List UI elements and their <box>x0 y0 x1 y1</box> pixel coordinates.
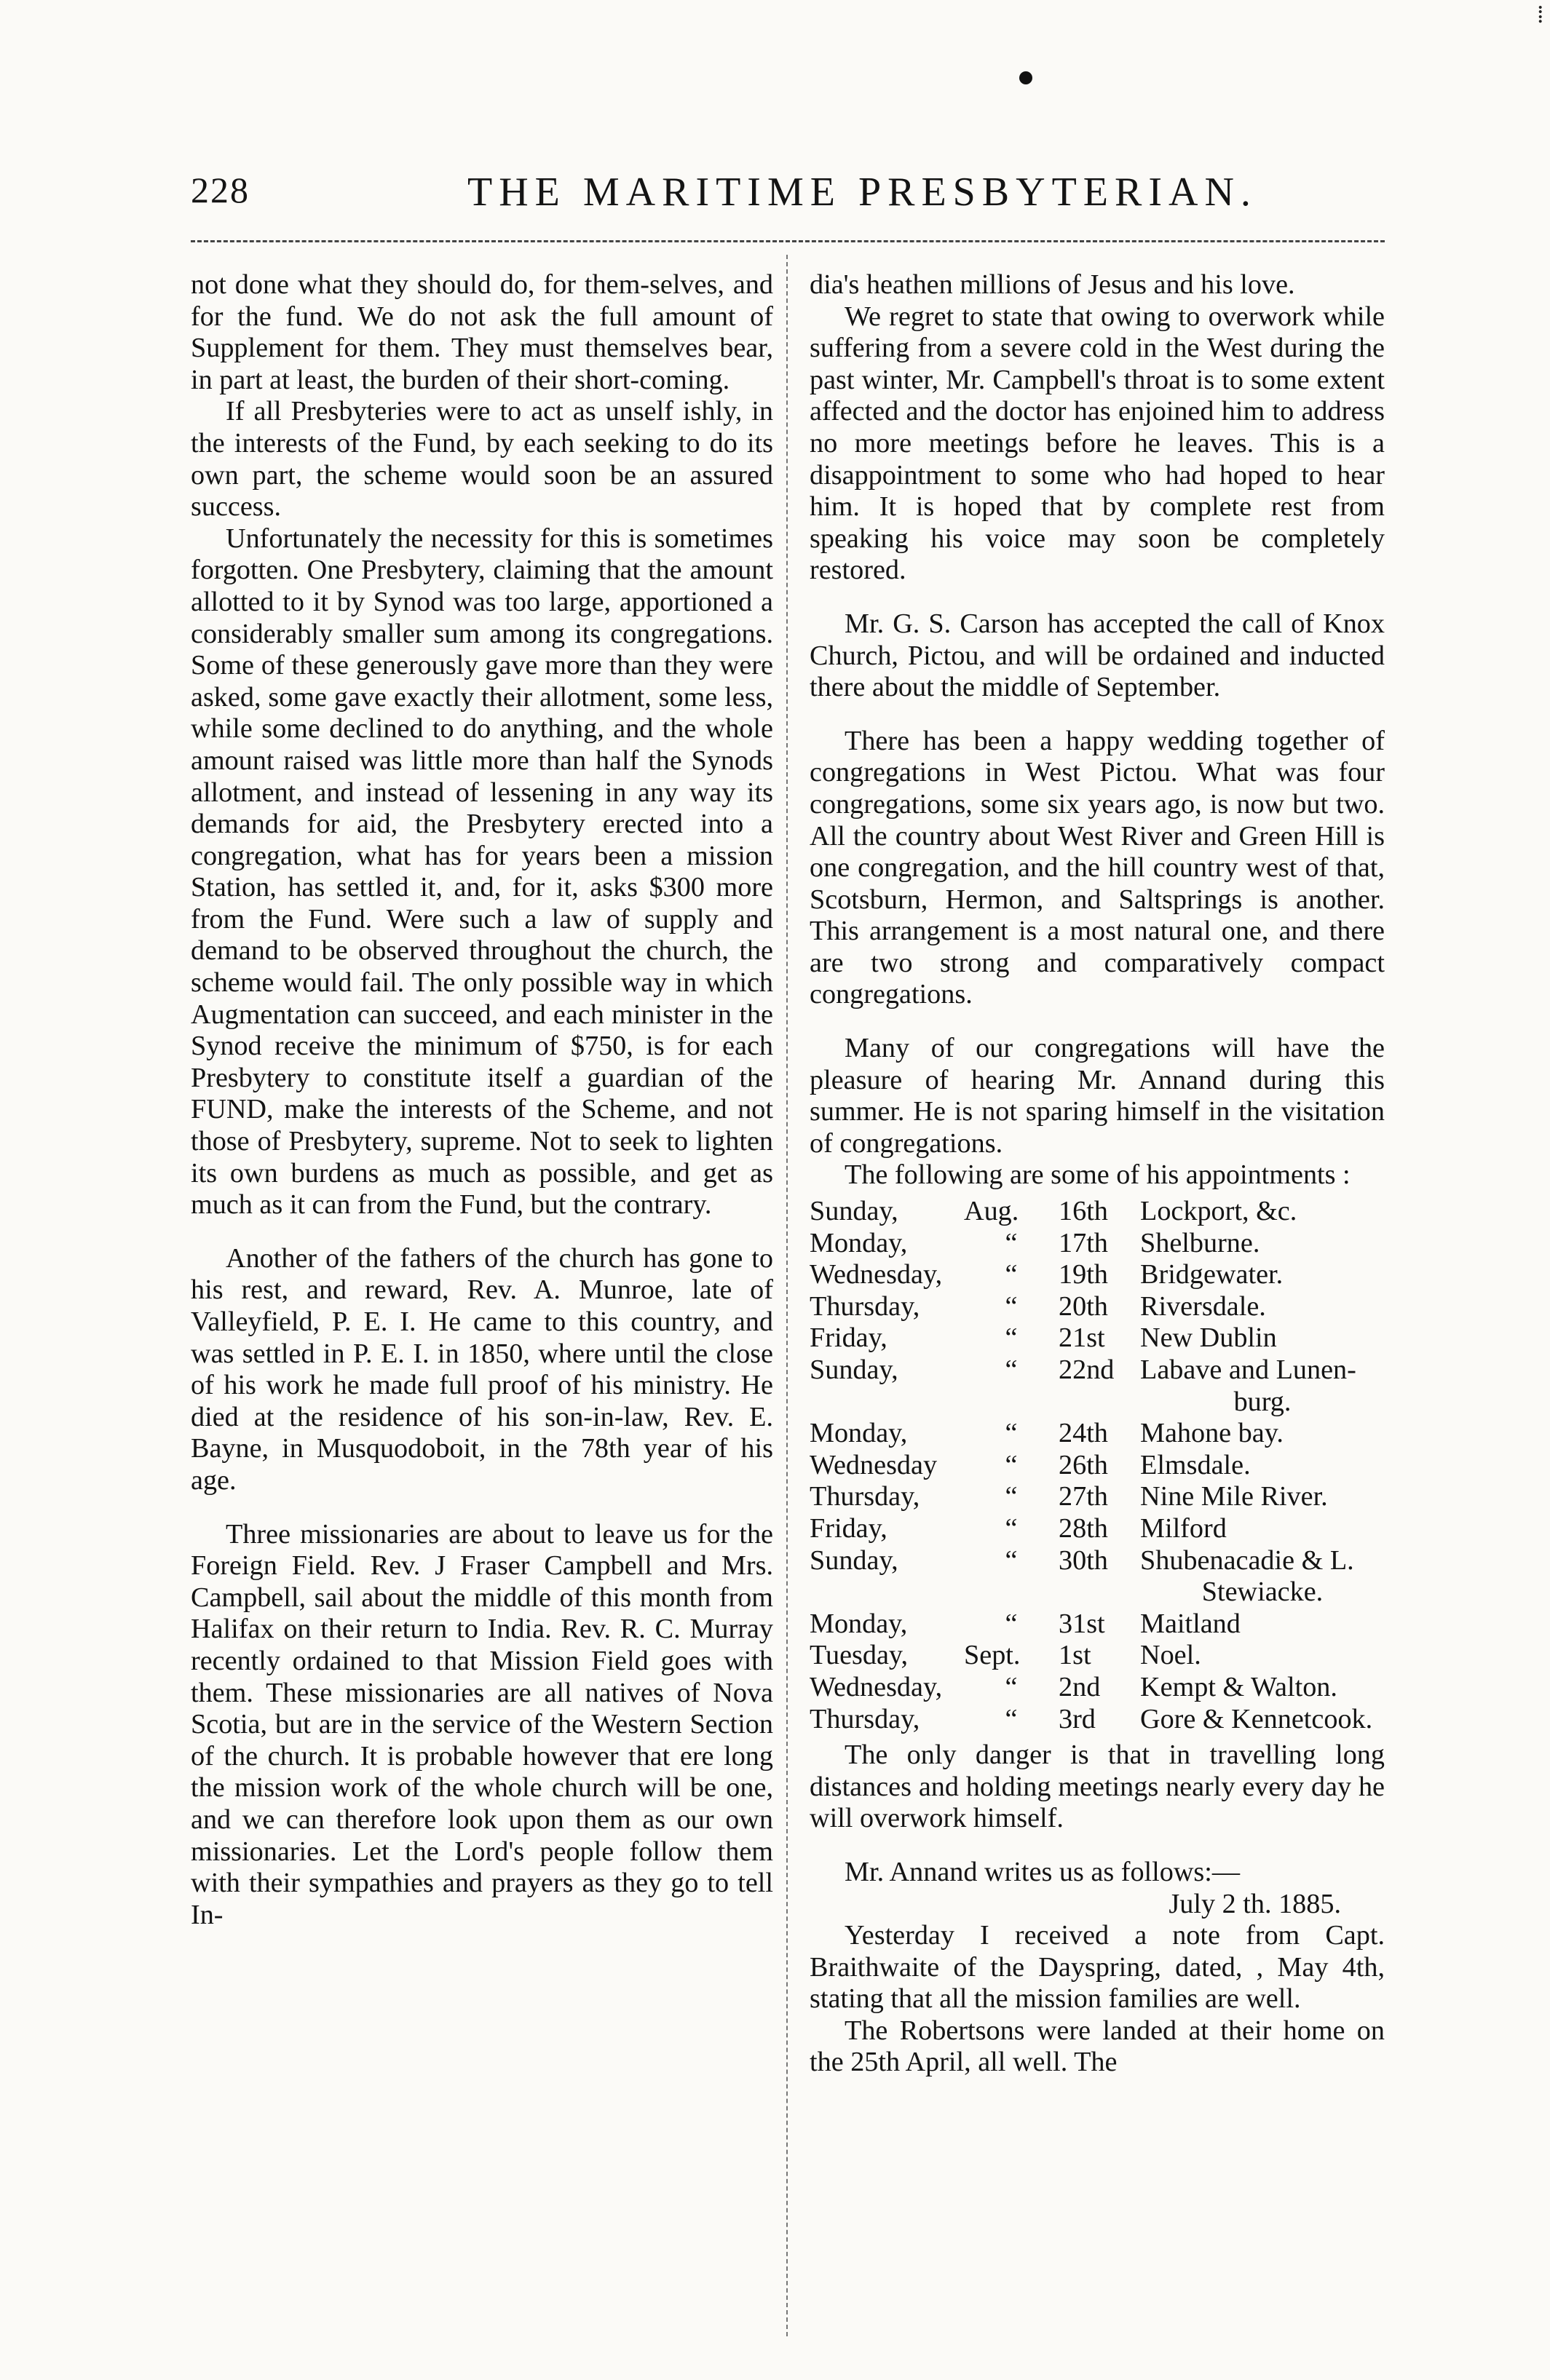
date-cell: 28th <box>1059 1512 1108 1544</box>
place-text: Nine Mile River. <box>1140 1481 1328 1512</box>
month-cell: “ <box>1005 1481 1018 1512</box>
day-cell: Wednesday, <box>810 1671 943 1702</box>
date-cell: 2nd <box>1059 1671 1101 1702</box>
date-cell: 19th <box>1059 1259 1108 1290</box>
place-cell <box>1140 1545 1385 1609</box>
appointments-body <box>810 1196 1385 1735</box>
date-cell: 26th <box>1059 1449 1108 1480</box>
month-cell: “ <box>1005 1544 1018 1576</box>
day-cell: Friday, <box>810 1322 887 1354</box>
table-row <box>810 1196 1385 1228</box>
month-cell: “ <box>1005 1227 1018 1258</box>
day-cell: Sunday, <box>810 1544 898 1576</box>
table-row <box>810 1322 1385 1354</box>
ink-dot <box>1019 71 1032 84</box>
place-text: Noel. <box>1140 1640 1201 1671</box>
table-row <box>810 1259 1385 1291</box>
month-cell: Aug. <box>964 1196 1019 1227</box>
day-cell: Wednesday <box>810 1449 938 1480</box>
table-row <box>810 1672 1385 1704</box>
place-cell <box>1140 1291 1385 1323</box>
paragraph: Unfortunately the necessity for this is sometimes forgotten. One Presbytery, claiming that the amount allotted to it by Synod was too large, apportioned a considerably smaller sum among its congregations. Some of these generously gave more than they were asked, some gave exactly their allotment, some less, while some declined to do anything, and the whole amount raised was little more than half the Synods allotment, and instead of lessening in any way its demands for aid, the Presbytery erected into a congregation, what has for years been a mission Station, has settled it, and, for it, asks $300 more from the Fund. Were such a law of supply and demand to be observed throughout the church, the scheme would fail. The only possible way in which Augmentation can succeed, and each minister in the Synod receive the minimum of $750, is for each Presbytery to constitute itself a guardian of the FUND, make the interests of the Scheme, and not those of Presbytery, supreme. Not to seek to lighten its own burdens as much as possible, and get as much as it can from the Fund, but the contrary. <box>191 523 773 1221</box>
place-continuation: Stewiacke. <box>1201 1576 1324 1608</box>
date-cell: 22nd <box>1059 1354 1115 1385</box>
left-column <box>191 269 773 1931</box>
header-rule <box>191 240 1385 242</box>
place-cell <box>1140 1513 1385 1545</box>
table-row <box>810 1640 1385 1672</box>
day-cell: Sunday, <box>810 1354 898 1385</box>
place-text: Maitland <box>1140 1608 1241 1639</box>
table-row <box>810 1609 1385 1641</box>
date-cell: 31st <box>1059 1608 1105 1639</box>
place-cell <box>1140 1196 1385 1228</box>
place-cell <box>1140 1322 1385 1354</box>
date-cell: 30th <box>1059 1544 1108 1576</box>
place-cell <box>1140 1640 1385 1672</box>
paragraph: dia's heathen millions of Jesus and his love. <box>810 269 1295 300</box>
page-header <box>191 169 1385 220</box>
paragraph: If all Presbyteries were to act as unself ishly, in the interests of the Fund, by each seeking to do its own part, the scheme would soon be an assured success. <box>191 396 773 523</box>
place-text: Lockport, &c. <box>1140 1196 1297 1227</box>
paragraph: Another of the fathers of the church has gone to his rest, and reward, Rev. A. Munroe, late of Valleyfield, P. E. I. He came to this country, and was settled in P. E. I. in 1850, where until the close of his work he made full proof of his ministry. He died at the residence of his son-in-law, Rev. E. Bayne, in Musquodoboit, in the 78th year of his age. <box>191 1242 773 1496</box>
place-text: New Dublin <box>1140 1322 1277 1354</box>
place-cell <box>1140 1481 1385 1513</box>
paragraph: We regret to state that owing to overwork while suffering from a severe cold in the West during the past winter, Mr. Campbell's throat is to some extent affected and the doctor has enjoined him to address no more meetings before he leaves. This is a disappointment to some who had hoped to hear him. It is hoped that by complete rest from speaking his voice may soon be completely restored. <box>810 301 1385 586</box>
place-text: Kempt & Walton. <box>1140 1671 1337 1702</box>
day-cell: Thursday, <box>810 1290 920 1322</box>
place-continuation: burg. <box>1233 1386 1292 1417</box>
day-cell: Tuesday, <box>810 1640 909 1671</box>
day-cell: Friday, <box>810 1512 887 1544</box>
running-title: THE MARITIME PRESBYTERIAN. <box>467 170 1257 215</box>
paragraph: Mr. Annand writes us as follows:— <box>845 1856 1241 1887</box>
month-cell: Sept. <box>964 1640 1021 1671</box>
day-cell: Monday, <box>810 1418 908 1449</box>
month-cell: “ <box>1005 1418 1018 1449</box>
date-cell: 16th <box>1059 1196 1108 1227</box>
table-row <box>810 1354 1385 1418</box>
place-cell <box>1140 1609 1385 1641</box>
month-cell: “ <box>1005 1354 1018 1385</box>
table-row <box>810 1450 1385 1482</box>
date-cell: 17th <box>1059 1227 1108 1258</box>
month-cell: “ <box>1005 1512 1018 1544</box>
place-cell <box>1140 1354 1385 1418</box>
place-cell <box>1140 1259 1385 1291</box>
table-row <box>810 1291 1385 1323</box>
month-cell: “ <box>1005 1290 1018 1322</box>
paragraph: not done what they should do, for them-selves, and for the fund. We do not ask the full amount of Supplement for them. They must themselves bear, in part at least, the burden of their short-coming. <box>191 269 773 395</box>
date-cell: 3rd <box>1059 1703 1096 1734</box>
table-row <box>810 1481 1385 1513</box>
place-text: Gore & Kennetcook. <box>1140 1703 1373 1734</box>
page-edge-mark: ⁞ <box>1537 1 1544 28</box>
place-text: Shubenacadie & L. <box>1140 1544 1354 1576</box>
place-text: Riversdale. <box>1140 1290 1266 1322</box>
paragraph: Three missionaries are about to leave us for the Foreign Field. Rev. J Fraser Campbell and Mrs. Campbell, sail about the middle of this month from Halifax on their return to India. Rev. R. C. Murray recently ordained to that Mission Field goes with them. These missionaries are all natives of Nova Scotia, but are in the service of the Western Section of the church. It is probable however that ere long the mission work of the whole church will be one, and we can therefore look upon them as our own missionaries. Let the Lord's people follow them with their sympathies and prayers as they go to tell In- <box>191 1518 773 1930</box>
date-cell: 1st <box>1059 1640 1091 1671</box>
table-row <box>810 1545 1385 1609</box>
day-cell: Monday, <box>810 1227 908 1258</box>
table-row <box>810 1418 1385 1450</box>
day-cell: Wednesday, <box>810 1259 943 1290</box>
place-cell <box>1140 1672 1385 1704</box>
place-text: Labave and Lunen- <box>1140 1354 1356 1385</box>
place-text: Mahone bay. <box>1140 1418 1284 1449</box>
month-cell: “ <box>1005 1608 1018 1639</box>
right-column <box>810 269 1385 2079</box>
paragraph: Mr. G. S. Carson has accepted the call of Knox Church, Pictou, and will be ordained and inducted there about the middle of September. <box>810 608 1385 703</box>
month-cell: “ <box>1005 1259 1018 1290</box>
month-cell: “ <box>1005 1322 1018 1354</box>
paragraph: There has been a happy wedding together of congregations in West Pictou. What was four congregations, some six years ago, is now but two. All the country about West River and Green Hill is one congregation, and the hill country west of that, Scotsburn, Hermon, and Saltsprings is another. This arrangement is a most natural one, and there are two strong and comparatively compact congregations. <box>810 725 1385 1010</box>
day-cell: Thursday, <box>810 1703 920 1734</box>
place-text: Bridgewater. <box>1140 1259 1284 1290</box>
paragraph: Yesterday I received a note from Capt. Braithwaite of the Dayspring, dated, , May 4th, stating that all the mission families are well. <box>810 1920 1385 2015</box>
place-text: Milford <box>1140 1512 1227 1544</box>
paragraph: The following are some of his appointments : <box>845 1159 1351 1191</box>
table-row <box>810 1228 1385 1260</box>
appointments-table <box>810 1196 1385 1735</box>
column-divider <box>786 255 788 2336</box>
date-cell: 24th <box>1059 1418 1108 1449</box>
day-cell: Monday, <box>810 1608 908 1639</box>
day-cell: Sunday, <box>810 1196 898 1227</box>
table-row <box>810 1704 1385 1736</box>
month-cell: “ <box>1005 1671 1018 1702</box>
place-text: Elmsdale. <box>1140 1449 1251 1480</box>
date-cell: 20th <box>1059 1290 1108 1322</box>
place-cell <box>1140 1228 1385 1260</box>
date-cell: 27th <box>1059 1481 1108 1512</box>
letter-date: July 2 th. 1885. <box>1169 1888 1341 1919</box>
date-cell: 21st <box>1059 1322 1105 1354</box>
month-cell: “ <box>1005 1703 1018 1734</box>
table-row <box>810 1513 1385 1545</box>
day-cell: Thursday, <box>810 1481 920 1512</box>
paragraph: The Robertsons were landed at their home on the 25th April, all well. The <box>810 2015 1385 2078</box>
page-number: 228 <box>191 170 250 210</box>
place-cell <box>1140 1418 1385 1450</box>
paragraph: The only danger is that in travelling long distances and holding meetings nearly every day he will overwork himself. <box>810 1740 1385 1834</box>
paragraph: Many of our congregations will have the pleasure of hearing Mr. Annand during this summer. He is not sparing himself in the visitation of congregations. <box>810 1033 1385 1159</box>
place-text: Shelburne. <box>1140 1227 1260 1258</box>
place-cell <box>1140 1704 1385 1736</box>
month-cell: “ <box>1005 1449 1018 1480</box>
place-cell <box>1140 1450 1385 1482</box>
